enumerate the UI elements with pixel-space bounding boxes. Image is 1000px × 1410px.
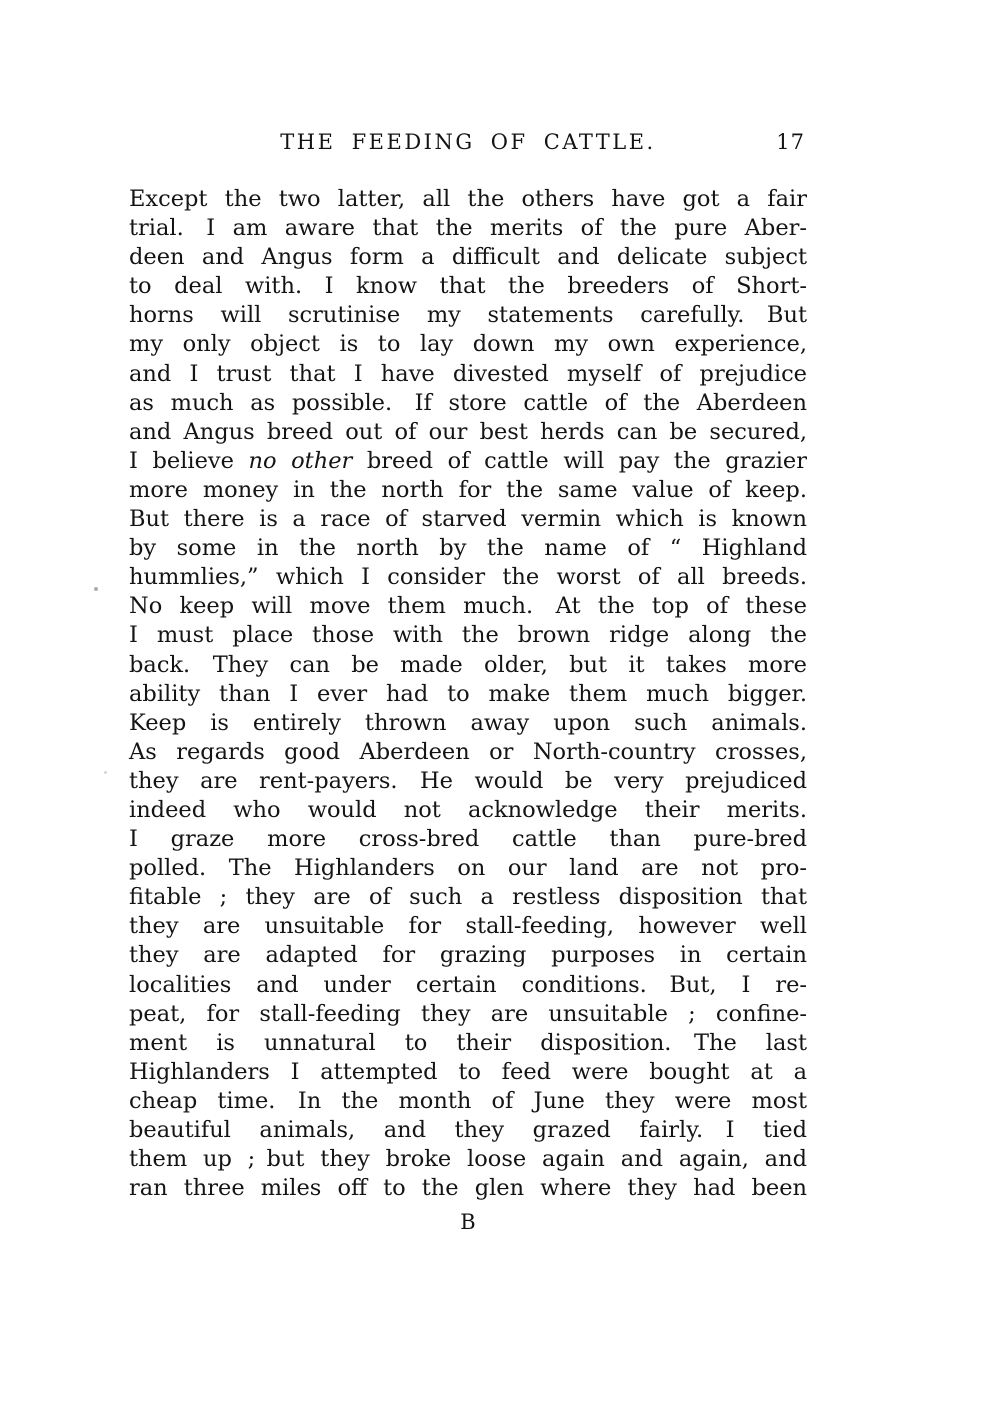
text-line: indeed who would not acknowledge their merits. bbox=[129, 796, 807, 823]
text-line: peat, for stall-feeding they are unsuitable ; confine- bbox=[129, 1000, 807, 1027]
scan-speck bbox=[94, 587, 98, 591]
text-line: to deal with. I know that the breeders of Short- bbox=[129, 273, 807, 300]
text-line: ran three miles off to the glen where they had been bbox=[129, 1175, 807, 1202]
text-line: they are unsuitable for stall-feeding, however well bbox=[129, 913, 807, 940]
text-line: polled. The Highlanders on our land are not pro- bbox=[129, 855, 807, 882]
text-line: and Angus breed out of our best herds can be secured, bbox=[129, 418, 807, 445]
text-line: No keep will move them much. At the top of these bbox=[129, 593, 807, 620]
text-line: horns will scrutinise my statements carefully. But bbox=[129, 302, 807, 329]
scan-speck bbox=[104, 771, 107, 774]
text-column bbox=[129, 130, 807, 1234]
text-line: fitable ; they are of such a restless disposition that bbox=[129, 884, 807, 911]
text-line: Keep is entirely thrown away upon such animals. bbox=[129, 709, 807, 736]
text-segment: I believe bbox=[129, 447, 249, 474]
text-line: But there is a race of starved vermin which is known bbox=[129, 506, 807, 533]
text-line-with-italic bbox=[129, 447, 807, 476]
running-header bbox=[129, 130, 807, 154]
text-line: cheap time. In the month of June they were most bbox=[129, 1087, 807, 1114]
text-line: localities and under certain conditions. But, I re- bbox=[129, 971, 807, 998]
text-line: Highlanders I attempted to feed were bought at a bbox=[129, 1058, 807, 1085]
text-segment: breed of cattle will pay the grazier bbox=[352, 447, 807, 474]
page-number: 17 bbox=[776, 130, 805, 154]
italic-text-segment: no other bbox=[248, 447, 353, 474]
text-line: back. They can be made older, but it takes more bbox=[129, 651, 807, 678]
text-line: hummlies,” which I consider the worst of all breeds. bbox=[129, 564, 807, 591]
text-line: my only object is to lay down my own experience, bbox=[129, 331, 807, 358]
text-line: more money in the north for the same value of keep. bbox=[129, 476, 807, 503]
text-line: I graze more cross-bred cattle than pure-bred bbox=[129, 826, 807, 853]
text-line: beautiful animals, and they grazed fairly. I tied bbox=[129, 1117, 807, 1143]
text-line: by some in the north by the name of “ Highland bbox=[129, 535, 807, 562]
text-line: they are rent-payers. He would be very prejudiced bbox=[129, 767, 807, 794]
page-title: THE FEEDING OF CATTLE. bbox=[280, 130, 656, 154]
text-line: ability than I ever had to make them much bigger. bbox=[129, 680, 807, 707]
text-line: them up ; but they broke loose again and again, and bbox=[129, 1146, 807, 1173]
text-line: deen and Angus form a difficult and delicate subject bbox=[129, 244, 807, 271]
text-line: trial. I am aware that the merits of the pure Aber- bbox=[129, 215, 807, 242]
signature-mark: B bbox=[460, 1210, 476, 1235]
text-line: as much as possible. If store cattle of the Aberdeen bbox=[129, 389, 807, 416]
body-text bbox=[129, 185, 807, 1203]
text-line: Except the two latter, all the others have got a fair bbox=[129, 186, 807, 212]
text-line: As regards good Aberdeen or North-country crosses, bbox=[129, 738, 807, 765]
text-line: and I trust that I have divested myself of prejudice bbox=[129, 360, 807, 387]
text-line: ment is unnatural to their disposition. The last bbox=[129, 1029, 807, 1056]
text-line: I must place those with the brown ridge along the bbox=[129, 622, 807, 649]
text-line: they are adapted for grazing purposes in certain bbox=[129, 942, 807, 969]
